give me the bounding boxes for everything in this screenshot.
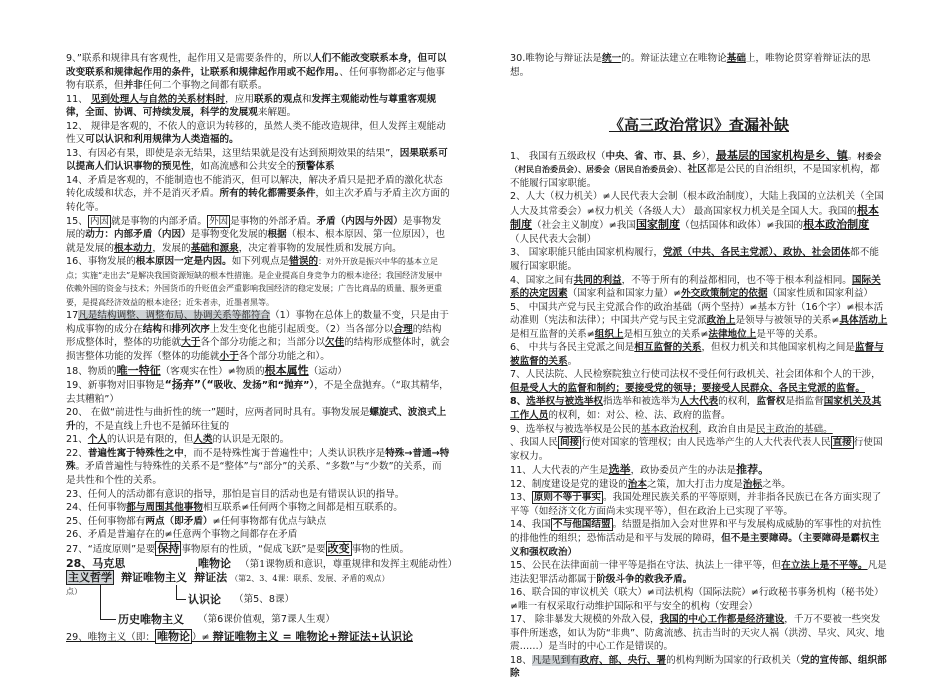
left-column	[66, 52, 458, 644]
item-r17	[510, 613, 888, 654]
left-text-segment: ，不是全盘抛弃。（“取其精华，去其糟粕”）	[66, 380, 449, 405]
tree-weiwulun: 唯物论	[198, 557, 231, 571]
right-text-segment: 凡是违法犯罪活动都属于	[510, 560, 887, 585]
left-text-segment: 内因	[89, 215, 109, 227]
item-r1	[510, 149, 888, 191]
left-text-segment: 所有的转化都需要条件	[219, 188, 316, 200]
tree-bianzhengfa: 辩证法	[194, 571, 228, 585]
left-text-segment: ，发展的	[152, 242, 191, 254]
tree-dian: 点）	[66, 587, 82, 597]
item-r12	[510, 478, 888, 492]
left-text-segment: 12、 规律是客观的，不依人的意识为转移的，虽然人类不能改造规律，但人发挥主观能动性又	[66, 120, 446, 146]
right-text-segment: 13、	[510, 492, 532, 504]
right-text-segment: 基本政治权利	[640, 423, 699, 435]
item-r3	[510, 246, 888, 273]
right-text-segment: 之举。	[762, 478, 791, 490]
left-text-segment: 事物原有的性质，“促成飞跃”是要	[181, 543, 326, 555]
right-text-segment: 国家制度	[635, 218, 680, 232]
left-text-segment: 见到处理人与自然的关系材料时	[90, 93, 226, 105]
left-text-segment: 个人	[87, 434, 107, 446]
right-text-segment: 组织上	[594, 328, 624, 340]
item-l20	[66, 406, 450, 433]
right-text-segment: 7、人民法院、人民检察院独立行使司法权不受任何行政机关、社会团体和个人的干涉，	[510, 369, 881, 381]
right-text-segment: 的机构判断为国家的行政机关（	[666, 654, 801, 666]
right-text-segment: 阶级斗争的救我矛盾。	[596, 573, 693, 585]
left-text-segment: 发挥主观能动性与尊重客观规律，全面、协调、可持续发展，科学的发展观	[66, 93, 437, 119]
right-text-segment: 。结盟是指加入会对世界和平与发展构成威胁的军事性的对抗性的排他性的组织；恐怖活动是和平与发展的障碍，	[510, 519, 882, 544]
right-text-segment: 3、 国家职能只能由国家机构履行，	[510, 247, 664, 259]
right-text-segment: 我国的中心工作都是经济建设	[659, 614, 785, 626]
left-text-segment: 26、矛盾是普遍存在的≠任意两个事物之间都存在矛盾	[66, 529, 298, 541]
right-text-segment: 国家机关及其工作人员	[510, 396, 882, 422]
right-text-segment: 。	[847, 150, 858, 162]
left-text-segment: 凡是结构调整、调整布局、协调关系等都符合	[78, 310, 271, 322]
left-text-segment: 小于	[219, 351, 239, 363]
left-text-segment: ，应用	[225, 93, 254, 105]
tree-marx: 28、马克思	[66, 557, 126, 571]
tree-zhuyi-row	[66, 571, 389, 586]
left-text-segment: ，决定着事物的发展性质和发展方向。	[238, 242, 402, 254]
left-text-segment: 吸收、发扬”和“抛弃”）	[213, 380, 315, 392]
item-l22	[66, 447, 450, 488]
right-text-segment: 是相互独立的关系≠	[623, 328, 709, 340]
item-l12	[66, 120, 450, 147]
right-text-segment: 11、人大代表的产生是	[510, 465, 609, 477]
left-text-segment: 大于	[181, 337, 201, 349]
left-text-segment: 唯一特征	[116, 363, 161, 377]
left-text-segment: 预警体系	[296, 161, 335, 173]
right-text-segment: 的。辩证法建立在唯物论	[621, 53, 727, 64]
tree-renshilun: 认识论	[188, 593, 221, 607]
item-l24	[66, 501, 450, 515]
left-text-segment: 的认识是有限的，但	[107, 434, 194, 446]
right-text-segment: 是相互监督的关系≠	[510, 328, 595, 340]
left-text-segment: 两点（即矛盾）	[145, 515, 213, 527]
right-text-segment: 村委会（村民自治委员会）、居委会（居民自治委员会）	[510, 150, 882, 175]
item-r11	[510, 463, 888, 478]
right-text-segment: 指选举和被选举为	[603, 396, 680, 408]
right-text-segment: 14、我国	[510, 519, 551, 531]
left-text-segment: ：对外开放是振兴中华的基本立足点；实施“走出去”是解决我国资源短缺的根本性措施。是企业提高自身竞争力的根本途径；我国经济发展中依赖外国的资金与技术；外国货币的升贬值会严重影响我国经济的稳定发展；广告比商品的质量、服务更重要，是提高经济效益的根本途径；近朱者赤，近墨者黑等。	[66, 257, 443, 307]
right-text-segment: 凡是见到有	[531, 654, 580, 666]
left-text-segment: 。矛盾普遍性与特殊性的关系不是“整体”与“部分”的关系、“多数”与“少数”的关系，而是共性和个性的关系。	[66, 461, 442, 486]
right-text-segment: 但不是主要障碍。（主要障碍是霸权主义和强权政治）	[510, 532, 880, 558]
left-text-segment: 都与周围其他事物	[126, 502, 203, 514]
left-text-segment: 14、矛盾是客观的，不能制造也不能消灭，但可以解决，解决矛盾只是把矛盾的激化状态转化成缓和状态，并不是消灭矛盾。	[66, 174, 443, 200]
right-text-segment: 社区	[687, 164, 707, 176]
item-l14	[66, 174, 450, 215]
right-text-segment: 民主政治的基础。	[755, 423, 833, 435]
line-29-prefix: 29、唯物主义（即：	[66, 632, 155, 644]
right-text-segment: 16、联合国的审议机关（联大）≠司法机构（国际法院）≠行政秘书事务机构（秘书处）≠唯一有权采取行动维护国际和平与安全的机构（安理会）	[510, 587, 884, 612]
right-text-segment: 15、公民在法律面前一律平等是指在守法、执法上一律平等，但	[510, 560, 782, 572]
left-text-segment: 改变	[327, 541, 350, 555]
left-text-segment: 基础和源泉	[190, 242, 239, 254]
left-text-segment: （客观实在性）≠物质的	[160, 365, 265, 377]
right-text-segment: 选举权与被选举权	[526, 396, 604, 408]
right-text-segment: 的权利，如：对公、检、法、政府的监督。	[548, 410, 731, 422]
left-text-segment: 人类	[193, 434, 213, 446]
right-text-segment: ），	[701, 150, 716, 162]
item-r5	[510, 301, 888, 342]
item-l18	[66, 364, 450, 379]
left-text-segment: 13、有因必有果，即使是亲无结果，这里结果就是没有达到预期效果的结果”，	[66, 147, 400, 159]
tree-connector-4	[176, 585, 177, 599]
left-text-segment: 保持	[157, 541, 180, 555]
left-text-segment: 普遍性寓于特殊性之中	[87, 447, 184, 459]
left-text-segment: （根本、根本原因、第一位原因），也就是发展的	[66, 229, 445, 254]
left-text-segment: 24、任何事物	[66, 502, 127, 514]
right-text-segment: 是指监督	[785, 396, 824, 408]
item-l27	[66, 542, 450, 557]
right-text-segment: 2、人大（权力机关）≠人民代表大会制（根本政治制度），大陆上我国的立法机关（全国人大及其常委会）≠权力机关（各级人大） 最高国家权力机关是全国人大。我国的	[510, 191, 884, 217]
left-text-segment: 事物的性质。	[351, 543, 410, 555]
left-text-segment: 21、	[66, 434, 88, 446]
right-text-segment: 都是公民的自治组织，不是国家机构，都不能履行国家职能。	[510, 164, 880, 189]
left-text-segment: ≠任何事物都有优点与缺点	[212, 515, 327, 527]
item-l17	[66, 309, 450, 363]
right-text-segment: 人大代表	[679, 396, 719, 408]
left-text-segment: 23、任何人的活动都有意识的指导，那怕是盲目的活动也是有错误认识的指导。	[66, 488, 405, 500]
right-text-segment: 根本政治制度	[803, 218, 870, 232]
right-text-segment: （社会主义制度）≠我国	[532, 220, 636, 232]
right-text-segment: 国际关系的决定因素	[510, 274, 881, 300]
tree-connector-2	[100, 585, 101, 619]
right-text-segment: 统一	[602, 53, 622, 64]
item-l19	[66, 378, 450, 406]
right-text-segment: 6、 中共与各民主党派之间是	[510, 342, 635, 354]
right-text-segment: 推荐。	[736, 463, 770, 477]
left-text-segment: 的结构形成整体时，就会损害整体功能的发挥（整体的功能就	[66, 337, 450, 363]
left-text-segment: 的，不是直线上升也不是循环往复的	[75, 420, 230, 432]
tree-connector-5	[176, 599, 186, 600]
item-l23	[66, 488, 450, 502]
right-text-segment: ，不等于所有的利益都相同，也不等于根本利益相同。	[621, 274, 852, 286]
left-text-segment: 如下列观点是	[231, 256, 290, 268]
left-text-segment: 合理	[393, 323, 413, 335]
right-text-segment: 行使国家权力。	[510, 437, 883, 462]
left-text-segment: （运动）	[308, 365, 347, 377]
left-text-segment: 特殊→普通→特殊	[66, 447, 450, 473]
left-text-segment: 是事物的外部矛盾。	[230, 215, 317, 227]
item-l11	[66, 93, 450, 120]
left-text-segment: 任何二个事物之间都有联系。	[142, 80, 268, 92]
left-text-segment: 结构	[142, 323, 162, 335]
left-text-segment: 可以认识和利用规律为人类造福的。	[85, 134, 239, 146]
tree-lishi: 历史唯物主义	[118, 613, 184, 627]
left-text-segment: 15、	[66, 215, 88, 227]
right-text-segment: 是平等的关系。	[756, 328, 824, 340]
right-text-segment: 12、制度建设是党的建设的	[510, 478, 628, 490]
right-text-segment: 选举	[608, 463, 631, 477]
right-text-segment: 都不能履行国家职能。	[510, 247, 879, 273]
right-text-segment: 政治上	[706, 315, 736, 327]
left-text-segment: 、任何事物都必定与他事物有联系，但	[66, 66, 445, 92]
item-r13	[510, 491, 888, 518]
right-item-list	[510, 149, 888, 681]
tree-bianzheng: 辩证唯物主义	[121, 571, 188, 585]
left-text-segment: 来解题。	[257, 107, 297, 119]
right-text-segment: 相互监督的关系	[634, 342, 702, 354]
right-text-segment: ，政治自由是	[698, 423, 756, 435]
right-text-segment: 、我国人民	[510, 437, 558, 449]
right-text-segment: 法律地位上	[708, 328, 757, 340]
left-text-segment: ，如高流感和公共安全的	[190, 161, 297, 173]
item-30	[510, 52, 888, 79]
right-text-segment: 监督与被监督的关系	[510, 342, 884, 367]
right-text-segment: （包括国体和政体）≠我国的	[679, 220, 804, 232]
right-text-segment: 外交政策制定的依据	[681, 288, 768, 300]
tree-renshilun-note: （第5、8课）	[234, 594, 295, 606]
right-text-segment: 的权利，	[718, 396, 757, 408]
right-text-segment: 5、 中国共产党与民主党派合作的政治基础（两个坚持）≠基本方针（16个字）≠根本活动准则（宪法和法律）；中国共产党与民主党派	[510, 301, 884, 327]
left-text-segment: 是事物发展的	[66, 215, 442, 241]
left-text-segment: 27、“适度原则”是要	[66, 543, 156, 555]
right-text-segment: 治本	[627, 478, 647, 490]
right-text-segment: 共同的利益	[573, 274, 622, 286]
right-text-segment: 党的宣传部、组织部除	[510, 654, 887, 680]
left-text-segment: 是事物变化发展的	[190, 229, 268, 241]
right-text-segment: 18、	[510, 654, 532, 666]
left-text-segment: 就是事物的内部矛盾。	[111, 215, 207, 227]
right-text-segment: 。	[567, 355, 578, 367]
left-text-segment: ：内部矛盾（内因）	[104, 229, 191, 241]
left-text-segment: 的结构形成整体时，整体的功能就	[66, 323, 442, 349]
left-text-segment: 的认识是无限的。	[212, 434, 290, 446]
left-item-list	[66, 52, 450, 556]
item-l25	[66, 515, 450, 529]
right-text-segment: 之策，加大打击力度是	[646, 478, 743, 490]
left-text-segment: 11、	[66, 93, 91, 105]
line-29	[66, 630, 413, 645]
left-text-segment: 19、新事物对旧事物是	[66, 380, 165, 392]
right-text-segment: （国家性质和国家利益）	[767, 288, 874, 300]
left-text-segment: 联系的观点	[253, 93, 302, 105]
left-text-segment: “扬弃”（“	[164, 378, 214, 392]
right-text-segment: 在立法上是不平等。	[781, 560, 868, 572]
right-column	[510, 52, 888, 681]
left-text-segment: 并非	[123, 80, 143, 92]
item-l21	[66, 433, 450, 447]
left-text-segment: 排列次序	[171, 323, 210, 335]
right-text-segment: 30.唯物论与辩证法是	[510, 53, 603, 64]
left-text-segment: 人们不能改变联系本身，但可以改变联系和规律起作用的条件，让联系和规律起作用或不起作用。	[66, 53, 447, 78]
right-text-segment: 监督权	[756, 396, 786, 408]
right-text-segment: 中央、省、市、县、乡	[605, 150, 702, 162]
right-text-segment: 。我国处理民族关系的平等原则，并非指各民族已在各方面实现了平等（如经济文化方面尚未实现平等），但在政治上已实现了平等。	[510, 492, 882, 517]
right-text-segment: 8、	[510, 396, 527, 408]
left-text-segment: 矛盾（内因与外因）	[316, 215, 403, 227]
item-r10	[510, 436, 888, 463]
right-text-segment: 上，唯物论贯穿着辩证法的思想。	[510, 53, 871, 78]
left-text-segment: 相互联系≠任何两个事物之间都是相互联系的。	[202, 502, 403, 514]
left-text-segment: 动力	[85, 229, 105, 241]
item-r8	[510, 395, 888, 422]
left-text-segment: 9、”联系和规律具有客观性，起作用又是需要条件的，所以	[66, 53, 313, 64]
tree-bianzhengfa-note: （第2、3、4课：联系、发展、矛盾的观点）	[230, 574, 390, 584]
item-r6	[510, 341, 888, 368]
item-l15	[66, 215, 450, 256]
right-text-segment: 治标	[742, 478, 763, 490]
tree-lishi-note: （第6课价值观，第7课人生观）	[198, 614, 335, 626]
right-text-segment: 不与他国结盟	[553, 519, 611, 531]
right-text-segment: 最基层的国家机构是乡、镇	[715, 148, 848, 162]
right-text-segment: 直接	[832, 437, 852, 449]
item-r14	[510, 518, 888, 559]
right-text-segment: （人民代表大会制）	[510, 233, 597, 245]
line-29-a: 唯物论	[156, 630, 190, 644]
right-text-segment: 间接	[559, 437, 580, 449]
right-text-segment: 1、 我国有五级政权（	[510, 150, 606, 162]
right-text-segment: 9、选举权与被选举权是公民的	[510, 423, 641, 435]
right-text-segment: （国家利益和国家力量）≠	[567, 288, 682, 300]
left-text-segment: 22、	[66, 447, 88, 459]
item-l16	[66, 255, 450, 309]
item-l13	[66, 147, 450, 174]
item-l26	[66, 528, 450, 542]
right-text-segment: 根本制度	[510, 203, 879, 232]
left-text-segment: ，而不是特殊性寓于普遍性中；人类认识秩序是	[183, 447, 386, 459]
right-text-segment: 具体活动上	[839, 315, 888, 327]
philosophy-tree	[66, 557, 458, 644]
line-29-b: 辩证唯物主义 = 唯物论+辩证法+认识论	[212, 630, 413, 644]
item-r15	[510, 559, 888, 586]
left-text-segment: 根本原因一定是内因。	[135, 256, 232, 268]
left-text-segment: 螺旋式、波浪式上升	[66, 407, 447, 432]
right-text-segment: 17、 除非暴发大规模的外敌入侵，	[510, 614, 660, 626]
left-text-segment: 17	[66, 310, 79, 322]
right-text-segment: 基础	[726, 53, 746, 64]
left-text-segment: 上发生变化也能引起质变。（2）当各部分以	[209, 323, 394, 335]
right-text-segment: 政府、部、央行、署	[579, 654, 667, 666]
left-text-segment: 错误的	[289, 256, 319, 268]
right-text-segment: ，千万不要被一些突发事件所迷惑，如认为防“非典”、防禽流感、抗击当时的天灾人祸（洪涝、旱灾、风灾、地震……）是当时的中心工作是错误的。	[510, 614, 885, 653]
left-text-segment: 25、任何事物都有	[66, 515, 146, 527]
left-text-segment: 20、 在做“前进性与曲折性的统一”题时，应两者同时具有。事物发展是	[66, 407, 370, 419]
item-r2	[510, 190, 888, 246]
right-text-segment: 但是受人大的监督和制约；要接受党的领导；要接受人民群众、各民主党派的监督。	[510, 382, 865, 394]
right-text-segment: 、	[678, 164, 688, 176]
tree-connector-1	[196, 567, 197, 571]
item-r4	[510, 274, 888, 301]
left-text-segment: 各个部分功能之和）。	[238, 351, 330, 363]
right-text-segment: 原则不等于事实	[533, 492, 601, 504]
left-text-segment: （1）事物在总体上的数量不变，只是由于构成事物的成分在	[66, 310, 449, 335]
left-text-segment: 根本动力	[113, 242, 153, 254]
item-r16	[510, 586, 888, 613]
left-text-segment: 和	[301, 93, 312, 105]
right-text-segment: ，政协委员产生的办法是	[630, 465, 737, 477]
section-title	[510, 116, 888, 135]
left-text-segment: 外因	[208, 215, 229, 227]
left-text-segment: 欠佳	[325, 337, 345, 349]
right-text-segment: 行使对国家的管理权；由人民选举产生的人大代表代表人民	[581, 437, 831, 449]
right-text-segment: 是领导与被领导的关系≠	[735, 315, 840, 327]
left-text-segment: 根据	[267, 229, 287, 241]
tree-connector-3	[100, 619, 116, 620]
item-r18	[510, 654, 888, 681]
left-text-segment: 各个部分功能之和；当部分以	[200, 337, 326, 349]
left-text-segment: 根本属性	[264, 363, 309, 377]
section-title-text: 《高三政治常识》查漏补缺	[608, 116, 789, 135]
right-text-segment: 党派（中共、各民主党派）、政协、社会团体	[663, 247, 851, 259]
tree-weiwulun-note: （第1课物质和意识，尊重规律和发挥主观能动性）	[240, 559, 458, 571]
tree-zhuyi: 主义哲学	[68, 571, 112, 585]
line-29-mid: ）≠	[191, 632, 213, 644]
right-text-segment: 4、国家之间有	[510, 274, 574, 286]
item-l9	[66, 52, 450, 93]
left-text-segment: 18、物质的	[66, 365, 117, 377]
left-text-segment: 和	[161, 323, 172, 335]
left-text-segment: ，如主次矛盾与矛盾主次方面的转化等。	[66, 188, 450, 214]
item-r9	[510, 423, 888, 437]
left-text-segment: 因果联系可以提高人们认识事物的预见性	[66, 147, 448, 173]
item-r7	[510, 368, 888, 395]
left-text-segment: 16、事物发展的	[66, 256, 136, 268]
right-text-segment: ，但权力机关和其他国家机构之间是	[701, 342, 855, 354]
